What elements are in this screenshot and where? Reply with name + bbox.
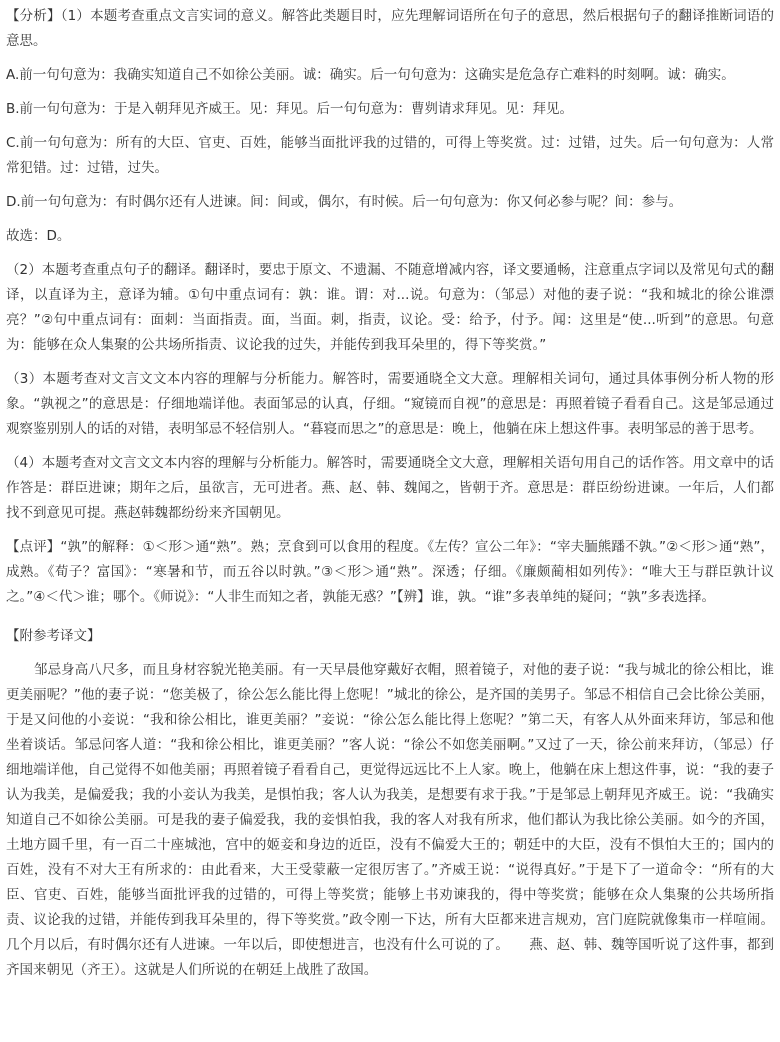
analysis-option-a: A.前一句句意为：我确实知道自己不如徐公美丽。诚：确实。后一句句意为：这确实是危急存亡难料的时刻啊。诚：确实。 — [6, 67, 735, 83]
analysis-q2: （2）本题考查重点句子的翻译。翻译时，要忠于原文、不遗漏、不随意增减内容，译文要通畅，注意重点字词以及常见句式的翻译，以直译为主，意译为辅。①句中重点词有：孰：谁。谓：对...说。句意为：（邹忌）对他的妻子说：“我和城北的徐公谁漂亮？”②句中重点词有：面刺：当面指责。面，当面。刺，指责，议论。受：给予，付予。闻：这里是“使...听到”的意思。句意为：能够在众人集聚的公共场所指责、议论我的过失，并能传到我耳朵里的，得下等奖赏。” — [6, 262, 774, 353]
comment: 【点评】“孰”的解释：①＜形＞通“熟”。熟；烹食到可以食用的程度。《左传？宣公二年》：“宰夫胹熊蹯不孰。”②＜形＞通“熟”，成熟。《荀子？富国》：“寒暑和节，而五谷以时孰。”③＜形＞通“熟”。深透；仔细。《廉颇蔺相如列传》：“唯大王与群臣孰计议之。”④＜代＞谁；哪个。《师说》：“人非生而知之者，孰能无惑？”【辨】谁，孰。“谁”多表单纯的疑问；“孰”多表选择。 — [6, 539, 774, 605]
translation-body: 邹忌身高八尺多，而且身材容貌光艳美丽。有一天早晨他穿戴好衣帽，照着镜子，对他的妻子说：“我与城北的徐公相比，谁更美丽呢？”他的妻子说：“您美极了，徐公怎么能比得上您呢！”城北的徐公，是齐国的美男子。邹忌不相信自己会比徐公美丽，于是又问他的小妾说：“我和徐公相比，谁更美丽？”妾说：“徐公怎么能比得上您呢？”第二天，有客人从外面来拜访，邹忌和他坐着谈话。邹忌问客人道：“我和徐公相比，谁更美丽？”客人说：“徐公不如您美丽啊。”又过了一天，徐公前来拜访，（邹忌）仔细地端详他，自己觉得不如他美丽；再照着镜子看看自己，更觉得远远比不上人家。晚上，他躺在床上想这件事，说：“我的妻子认为我美，是偏爱我；我的小妾认为我美，是惧怕我；客人认为我美，是想要有求于我。”于是邹忌上朝拜见齐威王。说：“我确实知道自己不如徐公美丽。可是我的妻子偏爱我，我的妾惧怕我，我的客人对我有所求，他们都认为我比徐公美丽。如今的齐国，土地方圆千里，有一百二十座城池，宫中的姬妾和身边的近臣，没有不偏爱大王的；朝廷中的大臣，没有不惧怕大王的；国内的百姓，没有不对大王有所求的：由此看来，大王受蒙蔽一定很厉害了。”齐威王说：“说得真好。”于是下了一道命令：“所有的大臣、官吏、百姓，能够当面批评我的过错的，可得上等奖赏；能够上书劝谏我的，得中等奖赏；能够在众人集聚的公共场所指责、议论我的过错，并能传到我耳朵里的，得下等奖赏。”政令刚一下达，所有大臣都来进言规劝，宫门庭院就像集市一样喧闹。几个月以后，有时偶尔还有人进谏。一年以后，即使想进言，也没有什么可说的了。 燕、赵、韩、魏等国听说了这件事，都到齐国来朝见（齐王）。这就是人们所说的在朝廷上战胜了敌国。 — [6, 662, 774, 978]
analysis-option-d: D.前一句句意为：有时偶尔还有人进谏。间：间或，偶尔，有时候。后一句句意为：你又何必参与呢？间：参与。 — [6, 194, 683, 210]
analysis-option-b: B.前一句句意为：于是入朝拜见齐威王。见：拜见。后一句句意为：曹刿请求拜见。见：拜见。 — [6, 101, 574, 117]
analysis-answer: 故选：D。 — [6, 228, 71, 244]
translation-heading: 【附参考译文】 — [6, 628, 101, 644]
analysis-q3: （3）本题考查对文言文文本内容的理解与分析能力。解答时，需要通晓全文大意。理解相关词句，通过具体事例分析人物的形象。“孰视之”的意思是：仔细地端详他。表面邹忌的认真，仔细。“窥镜而自视”的意思是：再照着镜子看看自己。这是邹忌通过观察鉴别别人的话的对错，表明邹忌不轻信别人。“暮寝而思之”的意思是：晚上，他躺在床上想这件事。表明邹忌的善于思考。 — [6, 371, 774, 437]
analysis-q4: （4）本题考查对文言文文本内容的理解与分析能力。解答时，需要通晓全文大意，理解相关语句用自己的话作答。用文章中的话作答是：群臣进谏；期年之后，虽欲言，无可进者。燕、赵、韩、魏闻之，皆朝于齐。意思是：群臣纷纷进谏。一年后，人们都找不到意见可提。燕赵韩魏都纷纷来齐国朝见。 — [6, 455, 774, 521]
analysis-q1-intro: 【分析】（1）本题考查重点文言实词的意义。解答此类题目时，应先理解词语所在句子的意思，然后根据句子的翻译推断词语的意思。 — [6, 8, 774, 49]
analysis-option-c: C.前一句句意为：所有的大臣、官吏、百姓，能够当面批评我的过错的，可得上等奖赏。过：过错，过失。后一句句意为：人常常犯错。过：过错，过失。 — [6, 135, 774, 176]
